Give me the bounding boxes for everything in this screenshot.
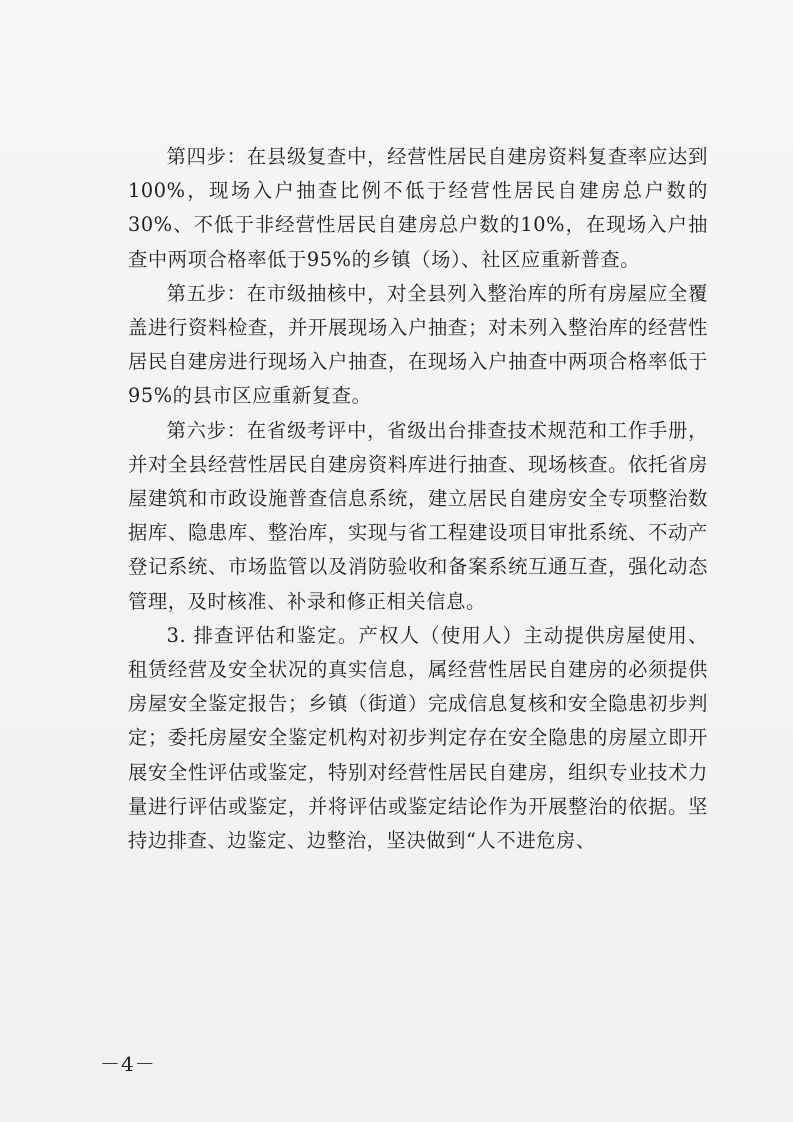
page-number: －4－ <box>100 1052 156 1076</box>
paragraph-step-five: 第五步：在市级抽核中，对全县列入整治库的所有房屋应全覆盖进行资料检查，并开展现场入户抽查；对未列入整治库的经营性居民自建房进行现场入户抽查，在现场入户抽查中两项合格率低于95%的县市区应重新复查。 <box>128 281 708 408</box>
paragraph-step-four: 第四步：在县级复查中，经营性居民自建房资料复查率应达到100%，现场入户抽查比例不低于经营性居民自建房总户数的30%、不低于非经营性居民自建房总户数的10%，在现场入户抽查中两项合格率低于95%的乡镇（场）、社区应重新普查。 <box>128 145 708 271</box>
paragraph-item-three: 3. 排查评估和鉴定。产权人（使用人）主动提供房屋使用、租赁经营及安全状况的真实信息，属经营性居民自建房的必须提供房屋安全鉴定报告；乡镇（街道）完成信息复核和安全隐患初步判定；委托房屋安全鉴定机构对初步判定存在安全隐患的房屋立即开展安全性评估或鉴定，特别对经营性居民自建房，组织专业技术力量进行评估或鉴定，并将评估或鉴定结论作为开展整治的依据。坚持边排查、边鉴定、边整治，坚决做到“人不进危房、 <box>128 623 708 853</box>
paragraph-step-six: 第六步：在省级考评中，省级出台排查技术规范和工作手册，并对全县经营性居民自建房资料库进行抽查、现场核查。依托省房屋建筑和市政设施普查信息系统，建立居民自建房安全专项整治数据库、隐患库、整治库，实现与省工程建设项目审批系统、不动产登记系统、市场监管以及消防验收和备案系统互通互查，强化动态管理，及时核准、补录和修正相关信息。 <box>128 418 708 613</box>
document-body <box>128 140 708 858</box>
